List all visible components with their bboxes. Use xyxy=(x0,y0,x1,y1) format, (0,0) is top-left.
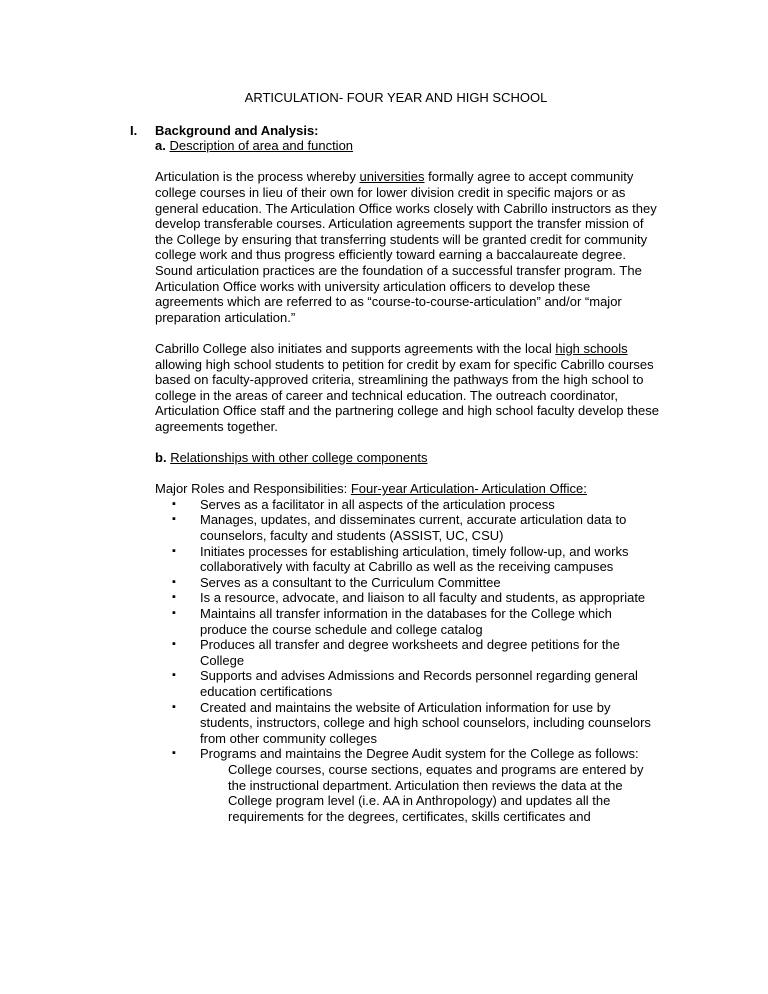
roles-heading xyxy=(155,481,662,497)
list-item: ▪ Manages, updates, and disseminates current, accurate articulation data to counselors, faculty and students (ASSIST, UC, CSU) xyxy=(155,512,662,543)
document-body xyxy=(155,169,662,824)
paragraph-1-lead: Articulation is the process whereby xyxy=(155,169,360,185)
list-item: ▪ Created and maintains the website of Articulation information for use by students, instructors, college and high school counselors, including counselors from other community colleges xyxy=(155,700,662,747)
subsection-a-heading xyxy=(155,138,662,154)
subsection-b-heading xyxy=(155,450,662,466)
list-item: ▪ Produces all transfer and degree worksheets and degree petitions for the College xyxy=(155,637,662,668)
subsection-a-label: a. xyxy=(155,138,166,154)
roles-list xyxy=(155,497,662,762)
page-title: ARTICULATION- FOUR YEAR AND HIGH SCHOOL xyxy=(244,90,548,105)
subsection-b-text: Relationships with other college components xyxy=(170,450,428,466)
list-item: ▪ Maintains all transfer information in the databases for the College which produce the course schedule and college catalog xyxy=(155,606,662,637)
list-item: ▪ Serves as a consultant to the Curriculum Committee xyxy=(155,575,662,591)
list-item: ▪ Initiates processes for establishing articulation, timely follow-up, and works collaboratively with faculty at Cabrillo as well as the receiving campuses xyxy=(155,544,662,575)
list-item: ▪ Serves as a facilitator in all aspects of the articulation process xyxy=(155,497,662,513)
paragraph-articulation-process xyxy=(155,169,662,325)
paragraph-1-rest: formally agree to accept community college courses in lieu of their own for lower division credit in specific majors or as general education. The Articulation Office works closely with Cabrillo instructors as they develop transferable courses. Articulation agreements support the transfer mission of the College by ensuring that transferring students will be granted credit for community college work and thus progress efficiently toward earning a baccalaureate degree. Sound articulation practices are the foundation of a successful transfer program. The Articulation Office works with university articulation officers to develop these agreements which are referred to as “course-to-course-articulation” and/or “major preparation articulation.” xyxy=(155,169,657,325)
section-number: I. xyxy=(130,122,138,138)
list-item: ▪ Supports and advises Admissions and Records personnel regarding general education certifications xyxy=(155,668,662,699)
list-item: ▪ Is a resource, advocate, and liaison to all faculty and students, as appropriate xyxy=(155,590,662,606)
list-item: ▪ Programs and maintains the Degree Audit system for the College as follows: xyxy=(155,746,662,762)
subsection-a-text: Description of area and function xyxy=(169,138,354,154)
roles-heading-underlined: Four-year Articulation- Articulation Office: xyxy=(350,481,587,497)
section-heading: Background and Analysis: xyxy=(155,122,319,138)
roles-heading-lead: Major Roles and Responsibilities: xyxy=(155,481,351,497)
subsection-b-label: b. xyxy=(155,450,167,466)
paragraph-high-schools xyxy=(155,341,662,435)
paragraph-2-lead: Cabrillo College also initiates and supports agreements with the local xyxy=(155,340,556,356)
degree-audit-detail: College courses, course sections, equates and programs are entered by the instructional department. Articulation then reviews the data at the College program level (i.e. AA in Anthropology) and updates all the requirements for the degrees, certificates, skills certificates and xyxy=(228,761,644,824)
paragraph-2-underlined: high schools xyxy=(555,340,628,356)
section-heading-row xyxy=(130,123,662,154)
paragraph-2-rest: allowing high school students to petition for credit by exam for specific Cabrillo courses based on faculty-approved criteria, streamlining the pathways from the high school to college in the areas of career and technical education. The outreach coordinator, Articulation Office staff and the partnering college and high school faculty develop these agreements together. xyxy=(155,356,659,434)
paragraph-1-underlined: universities xyxy=(359,169,425,185)
